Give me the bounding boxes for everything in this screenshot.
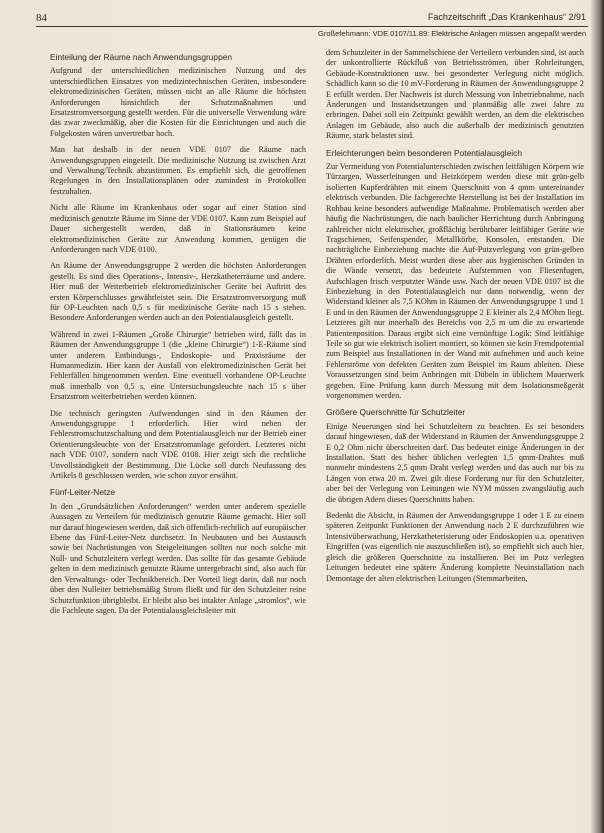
right-column bbox=[326, 48, 584, 590]
paragraph: Nicht alle Räume im Krankenhaus oder sogar auf einer Station sind medizinisch genutzte Räume im Sinne der VDE 0107. Kann zum Beispiel auf Dauer sichergestellt werden, daß in Stationsräumen keine elektromedizinischen Geräte zur Anwendung kommen, genügen die Anforderungen nach VDE 0100. bbox=[50, 203, 306, 254]
section-heading-potential-equalization: Erleichterungen beim besonderen Potentialausgleich bbox=[326, 147, 523, 158]
page-number: 84 bbox=[36, 12, 47, 24]
paragraph: Man hat deshalb in der neuen VDE 0107 die Räume nach Anwendungsgruppen eingeteilt. Die medizinische Nutzung ist zwischen Arzt und Verwaltung/Technik abzustimmen. Es empfiehlt sich, die getroffenen Regelungen in den Installationsplänen oder zumindest in Protokollen festzuhalten. bbox=[50, 145, 306, 196]
section-heading-five-wire: Fünf-Leiter-Netze bbox=[50, 487, 116, 498]
journal-title: Fachzeitschrift „Das Krankenhaus“ 2/91 bbox=[427, 12, 586, 22]
paragraph: Bedenkt die Absicht, in Räumen der Anwendungsgruppe 1 oder 1 E zu einem späteren Zeitpunkt Funktionen der Anwendung nach 2 E durchzuführen wie Intensivüberwachung, Herzkatheterisierung oder Endoskopien u.a. operativen Eingriffen (was eigentlich nie auszuschließen ist), so empfiehlt sich auch hier, gleich die größeren Querschnitte zu installieren. Bei im Putz verlegten Leitungen bedeutet eine spätere Änderung komplette Neuinstallation nach Demontage der alten elektrischen Leitungen (Stemmarbeiten, bbox=[326, 511, 584, 583]
paragraph: Die technisch geringsten Aufwendungen sind in den Räumen der Anwendungsgruppe 1 erforderlich. Hier wird neben der Fehlerstromschutzschaltung und dem Potentialausgleich nur der Betrieb einer Orientierungsleuchte von der Ersatzstromanlage gefordert. Letzteres nicht nach VDE 0107, sondern nach VDE 0108. Hier zeigt sich die rechtliche Unvollständigkeit der Bestimmung. Die Lücke soll durch Neufassung des Artikels 8 geschlossen werden, wie schon zuvor erwähnt. bbox=[50, 408, 306, 481]
paragraph: Aufgrund der unterschiedlichen medizinischen Nutzung und des unterschiedlichen Einsatzes von medizintechnischen Geräten, insbesondere elektromedizinischen Geräten, müssen nicht an alle Räume die höchsten Anforderungen hinsichtlich der Schutzmaßnahmen und Ersatzstromversorgung gestellt werden. Für die universelle Verwendung wäre das zwar zweckmäßig, aber die Kosten für die Einrichtungen und auch die Folgekosten wären unvertretbar hoch. bbox=[50, 66, 306, 138]
paragraph: dem Schutzleiter in der Sammelschiene der Verteilern verbunden sind, ist auch der unkontrollierte Rückfluß von Betriebsströmen, über Rohrleitungen, Gebäude-Konstruktionen usw. bei gesonderter Verlegung nicht möglich. Schädlich kann so die 10 mV-Forderung in Räumen der Anwendungsgruppe 2 E erfüllt werden. Der Nachweis ist durch Messung von Inbetriebnahme, nach Änderungen und Instandsetzungen und planmäßig alle zwei Jahre zu erbringen. Dabei soll ein Zeitpunkt gewählt werden, an dem die elektrischen Anlagen im Gebäude, also auch die außerhalb der medizinisch genutzten Räume, stark belastet sind. bbox=[326, 48, 584, 141]
paragraph: Einige Neuerungen sind bei Schutzleitern zu beachten. Es sei besonders darauf hingewiesen, daß der Widerstand in Räumen der Anwendungsgruppe 2 E 0,2 Ohm nicht überschreiten darf. Das bedeutet einige Änderungen in der Installation. Statt des bisher üblichen verlegten 1,5 qmm-Drahtes muß nunmehr mindestens 2,5 qmm Draht verlegt werden und das auch nur bis zu Längen von etwa 20 m. Zwei gilt diese Forderung nur für den Schutzleiter, aber bei der Verlegung von Leitungen wie NYM müssen zwangsläufig auch die übrigen Adern dieses Querschnitts haben. bbox=[326, 421, 584, 504]
page-edge-shadow bbox=[590, 0, 604, 833]
section-heading-conductor-cross-sections: Größere Querschnitte für Schutzleiter bbox=[326, 407, 466, 418]
header-rule bbox=[36, 26, 588, 27]
paragraph: In den „Grundsätzlichen Anforderungen“ werden unter anderem spezielle Aussagen zu Verteilern für medizinisch genutzte Räume gemacht. Hier soll nur darauf hingewiesen werden, daß sich öffentlich-rechtlich auf europäischer Ebene das Fünf-Leiter-Netz durchsetzt. In Neubauten und bei Austausch sowie bei Nachrüstungen von Steigeleitungen sollten nur noch solche mit Null- und Schutzleitern verlegt werden. Das sollte für das gesamte Gebäude gelten in dem medizinisch genutzte Räume untergebracht sind, also auch für den Verwaltungs- oder Technikbereich. Der Vorteil liegt darin, daß nur noch über den Nulleiter betriebsmäßig Strom fließt und für den Schutzleiter reine Schutzfunktion übrigbleibt. Er bleibt also bei intakter Anlage „stromlos“, wie die Fachleute sagen. Da der Potentialausgleichsleiter mit bbox=[50, 501, 306, 615]
section-heading-room-classification: Einteilung der Räume nach Anwendungsgruppen bbox=[50, 52, 233, 62]
paragraph: Zur Vermeidung von Potentialunterschieden zwischen leitfähigen Körpern wie Türzargen, Wasserleitungen und Heizkörpern werden diese mit grün-gelb isolierten Kupferdrähten mit einem Querschnitt von 4 qmm untereinander elektrisch verbunden. Die fachgerechte Herstellung ist bei der Installation im Rohbau keine besonders aufwendige Maßnahme. Problematisch werden aber häufig die Nachrüstungen, die nach baulicher Herrichtung durch Anbringung zahlreicher nicht elektrischer, großflächig berührbarer leitfähiger Geräte wie Tragschienen, Seifenspender, Metallkörbe, Konsolen, entstanden. Die nachträgliche Einbeziehung machte die Auf-Putzverlegung von grün-gelben Drähten erforderlich. Meist wurden diese aber aus hygienischen Gründen in die Wände versetzt, das bedeutete Aufstemmen von Fliesenfugen, Aufschlagen frisch verputzter Wände usw. Nach der neuen VDE 0107 ist die Einbeziehung in den Potentialausgleich nur dann notwendig, wenn der Widerstand kleiner als 7,5 KOhm in Räumen der Anwendungsgruppe 1 und 1 E und in den Räumen der Anwendungsgruppe 2 E kleiner als 2,4 MOhm liegt. Letzteres gilt nur innerhalb des Bereichs von 2,5 m um die zu erwartende Patientenposition. Daraus ergibt sich eine vernünftige Logik: Sind leitfähige Teile so gut wie elektrisch isoliert montiert, so können sie kein Fremdpotential zum Beispiel aus Installationen in der Wand mit aufnehmen und auch keine Fehlerströme von defekten Geräten zum Beispiel im Raum ableiten. Diese Voraussetzungen sind beim Anbringen mit Dübeln in üblichem Mauerwerk gegeben. Eine Prüfung kann durch Messung mit dem Isolationsmeßgerät vorgenommen werden. bbox=[326, 162, 584, 400]
paragraph: An Räume der Anwendungsgruppe 2 werden die höchsten Anforderungen gestellt. Es sind dies Operations-, Intensiv-, Herzkatheterräume und andere. Hier muß der Weiterbetrieb elektromedizinischer Geräte bei Auftritt des ersten Körperschlusses gewährleistet sein. Die Ersatzstromversorgung muß für OP-Leuchten nach 0,5 s für medizinische Geräte nach 15 s stehen. Besondere Anforderungen werden auch an den Potentialausgleich gestellt. bbox=[50, 261, 306, 323]
paragraph: Während in zwei 1-Räumen „Große Chirurgie“ betrieben wird, fällt das in Räumen der Anwendungsgruppe 1 (die „kleine Chirurgie“) 1-E-Räume sind unter anderem Entbindungs-, Endoskopie- und Praxisräume der Humanmedizin. Hier kann der Ausfall von elektromedizinischen Gerät bei Fehlerfällen hingenommen werden. Eine eventuell vorhandene OP-Leuchte muß innerhalb von 0,5 s, eine Untersuchungsleuchte nach 15 s über Ersatzstrom weiterbetrieben werden können. bbox=[50, 329, 306, 402]
article-running-head: Großefehmann: VDE 0107/11.89: Elektrische Anlagen müssen angepaßt werden bbox=[318, 29, 586, 38]
left-column bbox=[50, 48, 306, 622]
